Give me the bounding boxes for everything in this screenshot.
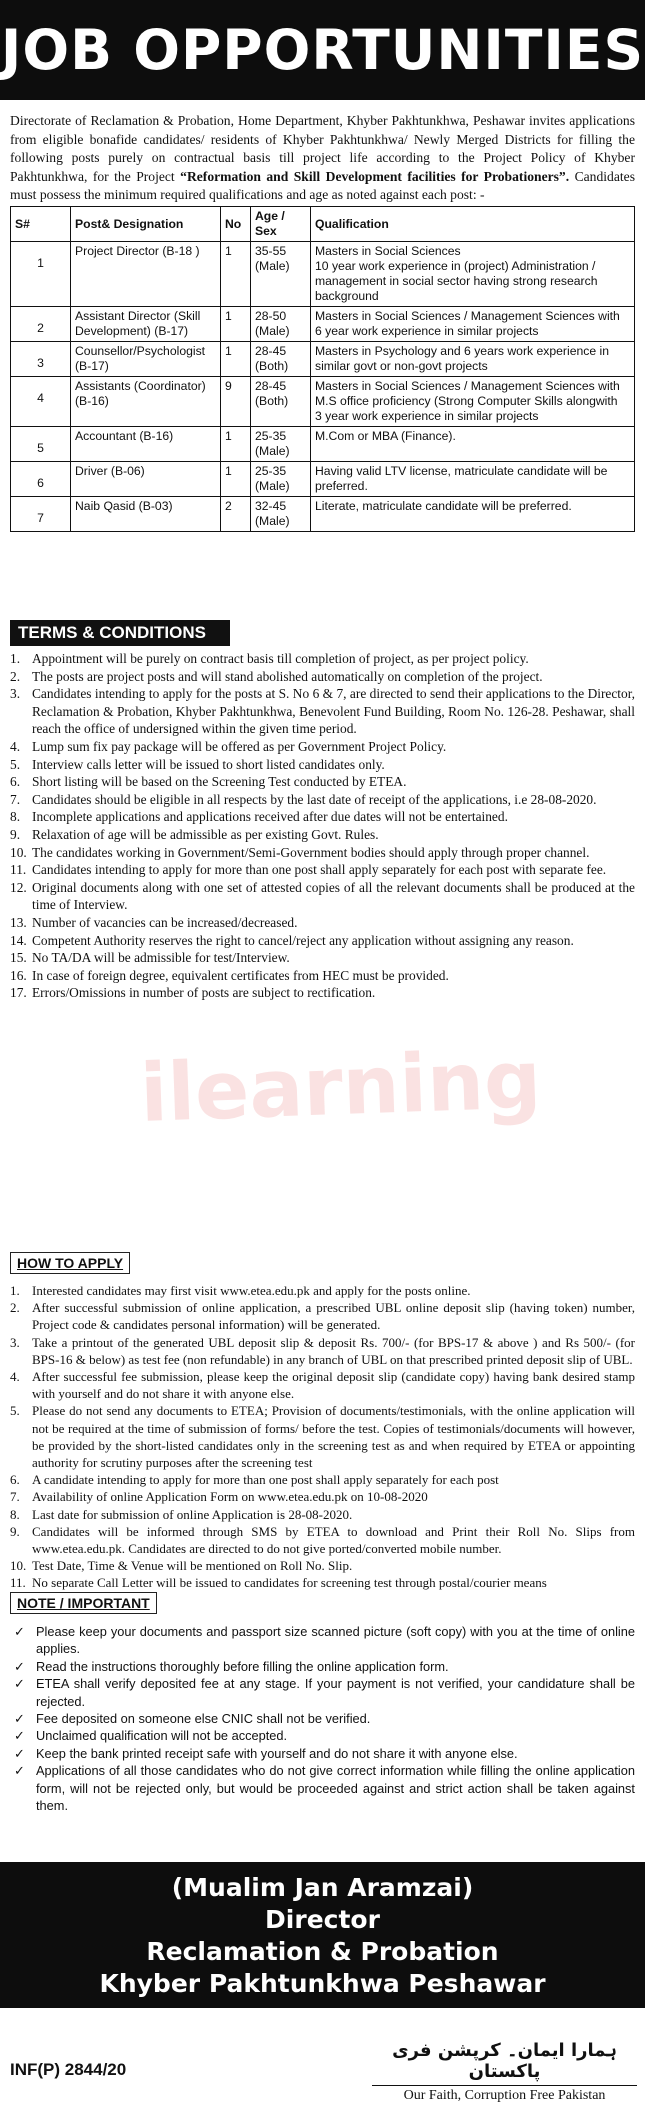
cell-qualification xyxy=(311,307,635,342)
cell-age-sex xyxy=(251,377,311,427)
item-number: 8. xyxy=(10,1506,20,1522)
cell-age-sex xyxy=(251,462,311,497)
intro-project-name: “Reformation and Skill Development facilities for Probationers”. xyxy=(180,168,570,184)
posts-table xyxy=(10,206,635,532)
cell-sn: 3 xyxy=(11,342,71,377)
table-row xyxy=(11,462,635,497)
list-item xyxy=(10,984,635,1002)
table-row xyxy=(11,307,635,342)
item-text: Please do not send any documents to ETEA; Provision of documents/testimonials, with the online application will not be required at the time of submission of forms/ before the test. Copies of testimonials/documents will however, be provided by the short-listed candidates only in the screening test as and when required by ETEA or appointing authority for scrutiny purposes after the screening test xyxy=(32,1403,635,1471)
cell-post: Project Director (B-18 ) xyxy=(71,242,221,307)
header-qualification: Qualification xyxy=(311,207,635,242)
list-item xyxy=(10,1675,635,1710)
qualification-line: Masters in Social Sciences xyxy=(315,244,461,258)
intro-text-end: Candidates must possess the minimum required qualifications and age as noted against each post: - xyxy=(10,168,635,202)
item-text: Original documents along with one set of attested copies of all the relevant documents shall be produced at the time of Interview. xyxy=(32,879,635,913)
item-text: Lump sum fix pay package will be offered as per Government Project Policy. xyxy=(32,738,447,754)
slogan-english: Our Faith, Corruption Free Pakistan xyxy=(372,2085,637,2104)
cell-post: Accountant (B-16) xyxy=(71,427,221,462)
item-number: 17. xyxy=(10,985,27,1001)
item-number: 4. xyxy=(10,738,21,754)
cell-age: 28-50 xyxy=(255,309,287,323)
list-item xyxy=(10,650,635,668)
cell-sn: 7 xyxy=(11,497,71,532)
how-to-apply-list xyxy=(10,1282,635,1592)
cell-age-sex xyxy=(251,307,311,342)
cell-qualification xyxy=(311,342,635,377)
item-text: Appointment will be purely on contract basis till completion of project, as per project policy. xyxy=(32,651,529,666)
list-item xyxy=(10,949,635,967)
list-item xyxy=(10,1368,635,1402)
list-item xyxy=(10,1523,635,1557)
signatory-designation: Director xyxy=(265,1905,380,1934)
item-text: Applications of all those candidates who do not give correct information while filling the online application form, will not be rejected only, but would be proceeded against and strict action shall be taken against them. xyxy=(36,1763,635,1814)
item-text: The candidates working in Government/Semi-Government bodies should apply through proper channel. xyxy=(32,844,590,860)
cell-no: 1 xyxy=(221,242,251,307)
check-icon: ✓ xyxy=(14,1658,25,1674)
cell-sn: 2 xyxy=(11,307,71,342)
cell-sex: (Both) xyxy=(255,394,289,408)
item-text: Interview calls letter will be issued to short listed candidates only. xyxy=(32,756,385,772)
qualification-line: Masters in Social Sciences / Management Sciences with xyxy=(315,309,620,323)
list-item xyxy=(10,914,635,932)
item-number: 15. xyxy=(10,950,27,966)
check-icon: ✓ xyxy=(14,1728,25,1744)
cell-age: 25-35 xyxy=(255,429,287,443)
item-number: 5. xyxy=(10,1403,20,1419)
cell-qualification xyxy=(311,497,635,532)
item-number: 3. xyxy=(10,1334,20,1350)
notes-list xyxy=(10,1623,635,1814)
item-number: 10. xyxy=(10,1558,27,1574)
cell-post: Counsellor/Psychologist (B-17) xyxy=(71,342,221,377)
item-text: Read the instructions thoroughly before filling the online application form. xyxy=(36,1658,449,1674)
table-row xyxy=(11,377,635,427)
qualification-line: Masters in Social Sciences / Management Sciences with M.S office proficiency (Strong Computer Skills alongwith xyxy=(315,379,620,408)
cell-sex: (Male) xyxy=(255,479,290,493)
item-text: No separate Call Letter will be issued to candidates for screening test through postal/courier means xyxy=(32,1575,547,1591)
cell-post: Assistants (Coordinator) (B-16) xyxy=(71,377,221,427)
cell-sn: 5 xyxy=(11,427,71,462)
check-icon: ✓ xyxy=(14,1624,25,1639)
list-item xyxy=(10,861,635,879)
header-age-sex: Age / Sex xyxy=(251,207,311,242)
how-to-apply-label: HOW TO APPLY xyxy=(10,1252,130,1274)
cell-no: 9 xyxy=(221,377,251,427)
cell-qualification xyxy=(311,427,635,462)
item-number: 11. xyxy=(10,1575,26,1591)
header-post: Post& Designation xyxy=(71,207,221,242)
list-item xyxy=(10,1471,635,1488)
list-item xyxy=(10,879,635,914)
item-text: Interested candidates may first visit www.etea.edu.pk and apply for the posts online. xyxy=(32,1283,471,1298)
item-number: 1. xyxy=(10,1283,20,1298)
list-item xyxy=(10,738,635,756)
item-text: Candidates intending to apply for the posts at S. No 6 & 7, are directed to send their applications to the Director, Reclamation & Probation, Khyber Pakhtunkhwa, Benevolent Fund Building, Room No. 126-28. Peshawar, shall reach the office of undersigned within the given time period. xyxy=(32,686,635,737)
item-text: Candidates intending to apply for more than one post shall apply separately for each post with separate fee. xyxy=(32,862,607,878)
signatory-name: (Mualim Jan Aramzai) xyxy=(171,1873,474,1902)
cell-sex: (Male) xyxy=(255,444,290,458)
terms-label: TERMS & CONDITIONS xyxy=(10,620,230,646)
item-text: After successful submission of online application, a prescribed UBL online deposit slip (having token) number, Project code & candidates personal information) will be generated. xyxy=(32,1300,635,1333)
cell-age-sex xyxy=(251,427,311,462)
list-item xyxy=(10,756,635,774)
list-item xyxy=(10,685,635,738)
intro-text-start: Directorate of Reclamation & Probation, Home Department, Khyber Pakhtunkhwa, Peshawar invites applications from eligible bonafide candidates/ residents of Khyber Pakhtunkhwa/ Newly Merged Districts for filling the following posts purely on contractual basis till project life according to the Project Policy of Khyber Pakhtunkhwa, for the Project xyxy=(10,113,635,184)
cell-no: 1 xyxy=(221,427,251,462)
cell-qualification xyxy=(311,242,635,307)
list-item xyxy=(10,1762,635,1814)
cell-age: 28-45 xyxy=(255,379,287,393)
check-icon: ✓ xyxy=(14,1763,25,1779)
item-number: 6. xyxy=(10,774,21,790)
list-item xyxy=(10,773,635,791)
item-text: Candidates should be eligible in all respects by the last date of receipt of the applications, i.e 28-08-2020. xyxy=(32,791,597,807)
list-item xyxy=(10,1745,635,1762)
watermark: ilearning xyxy=(138,1033,543,1140)
item-number: 3. xyxy=(10,686,21,702)
signature-banner xyxy=(0,1862,645,2008)
cell-age-sex xyxy=(251,242,311,307)
item-text: Take a printout of the generated UBL deposit slip & deposit Rs. 700/- (for BPS-17 & above ) and Rs 500/- (for BPS-16 & below) as test fee (non refundable) in any branch of UBL on that prescribed printed deposit slip of UBL. xyxy=(32,1334,635,1367)
list-item xyxy=(10,1727,635,1744)
item-text: Unclaimed qualification will not be accepted. xyxy=(36,1728,288,1744)
list-item xyxy=(10,932,635,950)
item-text: Relaxation of age will be admissible as per existing Govt. Rules. xyxy=(32,826,379,842)
table-row xyxy=(11,242,635,307)
cell-qualification xyxy=(311,377,635,427)
header-sn: S# xyxy=(11,207,71,242)
item-number: 7. xyxy=(10,791,21,807)
slogan xyxy=(372,2040,637,2104)
slogan-urdu: ہمارا ایمان۔ کرپشن فری پاکستان xyxy=(392,2040,617,2082)
item-text: Fee deposited on someone else CNIC shall not be verified. xyxy=(36,1711,371,1727)
qualification-line: 10 year work experience in (project) Administration / management in social sector having strong research background xyxy=(315,259,598,303)
item-text: After successful fee submission, please keep the original deposit slip (candidate copy) having bank desired stamp with yourself and do not share it with anyone else. xyxy=(32,1369,635,1402)
cell-no: 2 xyxy=(221,497,251,532)
cell-sn: 6 xyxy=(11,462,71,497)
item-number: 14. xyxy=(10,932,27,948)
list-item xyxy=(10,844,635,862)
qualification-line: Masters in Psychology and 6 years work experience in similar govt or non-govt projects xyxy=(315,344,609,373)
cell-sex: (Male) xyxy=(255,324,290,338)
check-icon: ✓ xyxy=(14,1711,25,1727)
item-number: 2. xyxy=(10,1300,20,1316)
header-banner xyxy=(0,0,645,100)
item-number: 1. xyxy=(10,651,21,666)
qualification-line: 6 year work experience in similar projects xyxy=(315,324,539,338)
cell-qualification xyxy=(311,462,635,497)
header-no: No xyxy=(221,207,251,242)
item-number: 16. xyxy=(10,967,27,983)
page-title: JOB OPPORTUNITIES xyxy=(0,18,645,82)
cell-sn: 4 xyxy=(11,377,71,427)
cell-age: 35-55 xyxy=(255,244,287,258)
table-row xyxy=(11,342,635,377)
item-number: 2. xyxy=(10,668,21,684)
check-icon: ✓ xyxy=(14,1676,25,1692)
cell-post: Driver (B-06) xyxy=(71,462,221,497)
cell-age: 28-45 xyxy=(255,344,287,358)
cell-sex: (Male) xyxy=(255,259,290,273)
list-item xyxy=(10,1488,635,1505)
item-number: 7. xyxy=(10,1489,20,1505)
item-number: 11. xyxy=(10,862,27,878)
qualification-line: 3 year work experience in similar projects xyxy=(315,409,539,423)
item-text: The posts are project posts and will stand abolished automatically on completion of the project. xyxy=(32,668,543,684)
list-item xyxy=(10,808,635,826)
cell-sn: 1 xyxy=(11,242,71,307)
intro-paragraph xyxy=(10,112,635,205)
list-item xyxy=(10,668,635,686)
list-item xyxy=(10,1658,635,1675)
list-item xyxy=(10,1282,635,1299)
posts-table-body xyxy=(11,242,635,532)
list-item xyxy=(10,1506,635,1523)
table-header-row xyxy=(11,207,635,242)
item-number: 10. xyxy=(10,844,27,860)
list-item xyxy=(10,1710,635,1727)
signatory-location: Khyber Pakhtunkhwa Peshawar xyxy=(99,1969,546,1998)
item-text: No TA/DA will be admissible for test/Interview. xyxy=(32,950,290,966)
cell-no: 1 xyxy=(221,462,251,497)
signatory-office: Reclamation & Probation xyxy=(146,1937,499,1966)
qualification-line: M.Com or MBA (Finance). xyxy=(315,429,456,443)
qualification-line: Having valid LTV license, matriculate candidate will be preferred. xyxy=(315,464,608,493)
cell-age-sex xyxy=(251,342,311,377)
item-text: Please keep your documents and passport size scanned picture (soft copy) with you at the time of online applies. xyxy=(36,1624,635,1657)
list-item xyxy=(10,1299,635,1333)
cell-age-sex xyxy=(251,497,311,532)
item-text: Incomplete applications and applications received after due dates will not be entertained. xyxy=(32,809,508,825)
cell-post: Assistant Director (Skill Development) (B-17) xyxy=(71,307,221,342)
list-item xyxy=(10,967,635,985)
cell-post: Naib Qasid (B-03) xyxy=(71,497,221,532)
item-text: Candidates will be informed through SMS by ETEA to download and Print their Roll No. Slips from www.etea.edu.pk. Candidates are directed to do not give ported/converted mobile number. xyxy=(32,1523,635,1557)
item-text: Short listing will be based on the Screening Test conducted by ETEA. xyxy=(32,774,407,790)
item-number: 5. xyxy=(10,756,21,772)
list-item xyxy=(10,1402,635,1471)
item-text: ETEA shall verify deposited fee at any stage. If your payment is not verified, your candidature shall be rejected. xyxy=(36,1676,635,1709)
item-text: Last date for submission of online Application is 28-08-2020. xyxy=(32,1506,353,1522)
item-number: 13. xyxy=(10,914,27,930)
notes-label: NOTE / IMPORTANT xyxy=(10,1592,157,1614)
cell-no: 1 xyxy=(221,307,251,342)
item-text: Test Date, Time & Venue will be mentioned on Roll No. Slip. xyxy=(32,1558,353,1574)
item-number: 8. xyxy=(10,809,21,825)
check-icon: ✓ xyxy=(14,1745,25,1761)
qualification-line: Literate, matriculate candidate will be preferred. xyxy=(315,499,572,513)
item-text: A candidate intending to apply for more than one post shall apply separately for each post xyxy=(32,1472,499,1488)
table-row xyxy=(11,497,635,532)
item-text: Number of vacancies can be increased/decreased. xyxy=(32,914,298,930)
item-text: Availability of online Application Form on www.etea.edu.pk on 10-08-2020 xyxy=(32,1489,428,1505)
list-item xyxy=(10,1574,635,1591)
inf-number: INF(P) 2844/20 xyxy=(10,2060,127,2079)
list-item xyxy=(10,791,635,809)
cell-sex: (Both) xyxy=(255,359,289,373)
cell-no: 1 xyxy=(221,342,251,377)
item-number: 9. xyxy=(10,826,21,842)
item-number: 6. xyxy=(10,1472,20,1488)
list-item xyxy=(10,1334,635,1368)
item-text: Keep the bank printed receipt safe with yourself and do not share it with anyone else. xyxy=(36,1745,518,1761)
item-number: 12. xyxy=(10,879,27,895)
list-item xyxy=(10,1623,635,1658)
item-text: Errors/Omissions in number of posts are subject to rectification. xyxy=(32,985,376,1001)
list-item xyxy=(10,826,635,844)
terms-list xyxy=(10,650,635,1002)
cell-sex: (Male) xyxy=(255,514,290,528)
table-row xyxy=(11,427,635,462)
item-text: Competent Authority reserves the right to cancel/reject any application without assigning any reason. xyxy=(32,932,574,948)
list-item xyxy=(10,1557,635,1574)
item-number: 9. xyxy=(10,1523,20,1539)
item-number: 4. xyxy=(10,1369,20,1385)
cell-age: 32-45 xyxy=(255,499,287,513)
item-text: In case of foreign degree, equivalent certificates from HEC must be provided. xyxy=(32,967,449,983)
cell-age: 25-35 xyxy=(255,464,287,478)
